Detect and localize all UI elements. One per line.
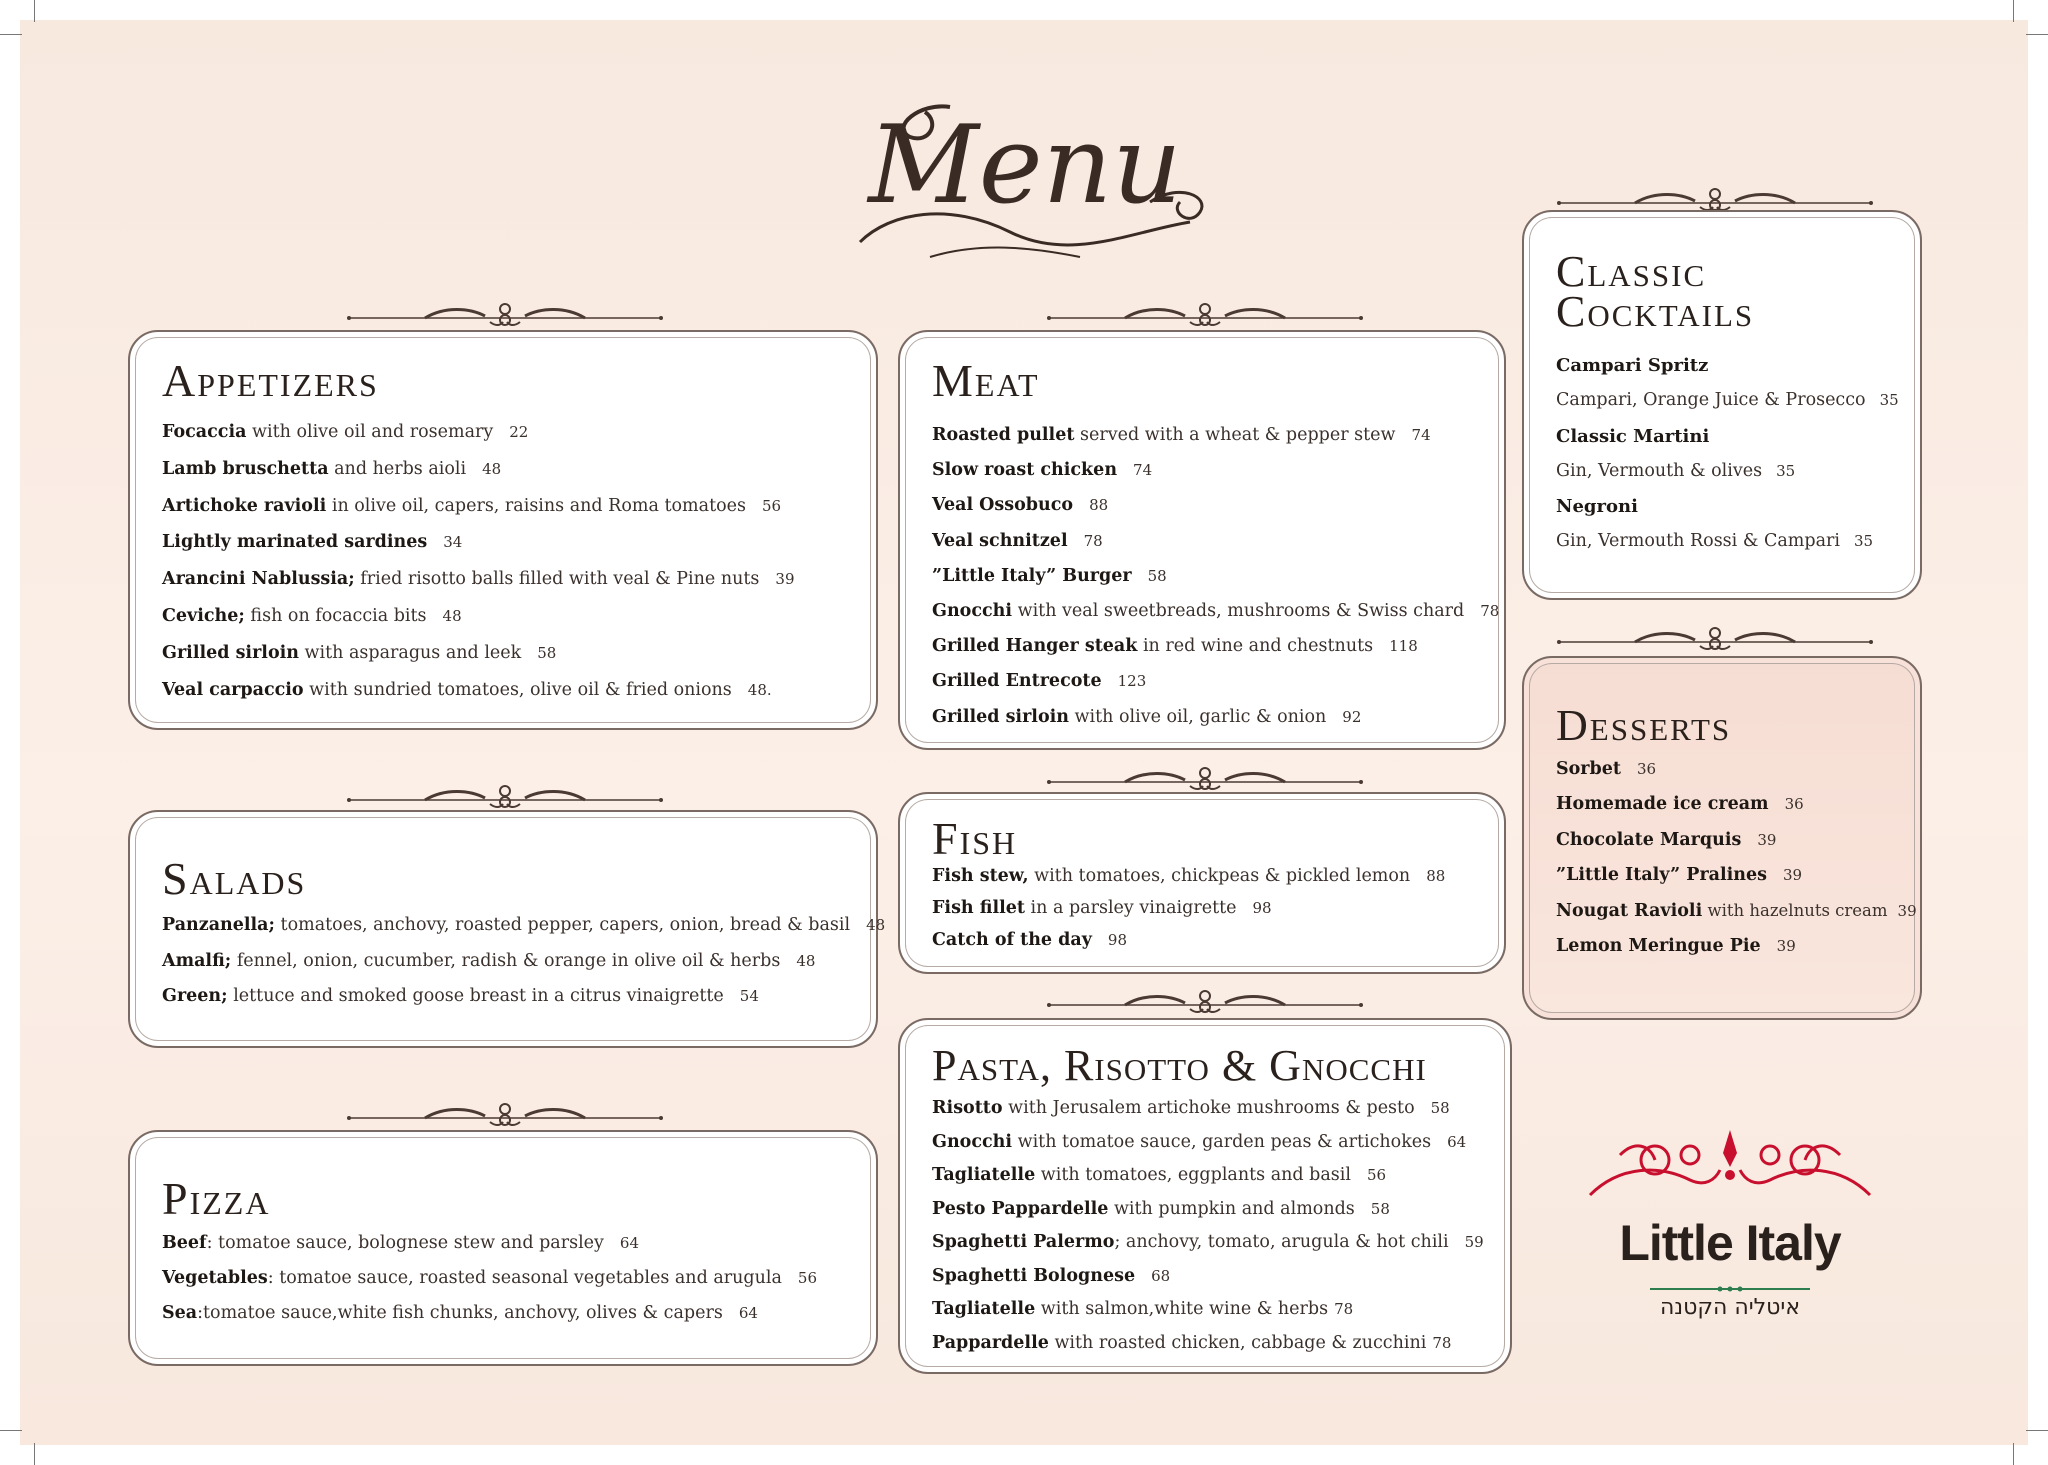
flourish-ornament [345,782,665,810]
item-price: 88 [1089,496,1109,515]
crop-mark [2026,1430,2048,1431]
item-price: 39 [1776,937,1796,956]
item-price: 118 [1389,637,1418,656]
list-item [932,1260,1484,1294]
brand-name: Little Italy [1619,1215,1841,1271]
item-price: 36 [1636,760,1657,778]
cocktails-panel [1522,210,1922,600]
list-item [932,1327,1484,1361]
list-item [932,1293,1484,1327]
meat-heading: Meat [932,355,1040,406]
flourish-ornament [345,1100,665,1128]
item-name: Tagliatelle [932,1165,1036,1185]
list-item [932,1159,1484,1193]
item-name: ”Little Italy” Burger [932,565,1132,586]
item-name: Grilled Hanger steak [932,636,1138,657]
cocktail-name: Campari Spritz [1556,355,1709,376]
salads-heading: Salads [162,853,307,904]
item-description: with tomatoes, eggplants and basil [1035,1165,1351,1185]
crop-mark [2013,1443,2014,1465]
pasta-heading: Pasta, Risotto & Gnocchi [932,1041,1427,1090]
item-description: with Jerusalem artichoke mushrooms & pesto [1002,1098,1415,1118]
list-item [162,414,795,451]
list-item [932,488,1499,523]
appetizers-heading: Appetizers [162,355,379,406]
item-name: Arancini Nablussia; [162,569,355,590]
item-price: 48 [866,916,886,934]
item-description: tomatoes, anchovy, roasted pepper, capers, onion, bread & basil [274,915,851,935]
item-name: Amalfi; [162,950,232,971]
list-item [1556,893,1917,929]
item-price: 78 [1083,531,1103,550]
crop-mark [34,1443,35,1465]
item-description: with olive oil and rosemary [246,422,494,442]
list-item [1556,752,1917,787]
item-description: : tomatoe sauce, bolognese stew and parsley [206,1233,604,1253]
cocktails-heading [1556,247,1755,336]
list-item [162,635,795,672]
item-description: with roasted chicken, cabbage & zucchini [1048,1332,1427,1353]
list-item [162,979,885,1015]
item-name: Veal carpaccio [162,679,304,700]
item-price: 56 [797,1269,818,1287]
item-description: Campari, Orange Juice & Prosecco [1556,390,1866,411]
item-description: with hazelnuts cream [1702,901,1888,921]
item-description: with tomatoes, chickpeas & pickled lemon [1028,866,1411,886]
item-name: Sorbet [1556,759,1621,779]
item-name: Veal Ossobuco [932,495,1074,516]
item-name: Gnocchi [932,601,1013,622]
list-item [162,598,795,635]
item-price: 22 [509,423,529,441]
brand-divider [1650,1285,1810,1293]
item-price: 39 [1897,902,1917,921]
list-item [162,488,795,525]
item-name: Panzanella; [162,915,275,935]
list-item [932,524,1499,559]
list-item [162,1226,817,1261]
meat-list [932,418,1499,735]
item-price: 74 [1411,426,1431,444]
item-name: Fish fillet [932,898,1025,918]
list-item [932,594,1499,629]
item-price: 123 [1117,672,1147,691]
flourish-ornament [1555,185,1875,213]
list-item [932,1226,1484,1260]
list-item [932,559,1499,594]
item-description: in olive oil, capers, raisins and Roma tomatoes [326,495,746,516]
item-name: Veal schnitzel [932,530,1068,551]
pizza-list [162,1226,817,1331]
item-price: 64 [738,1304,758,1322]
item-description: fish on focaccia bits [244,605,427,626]
item-name: Lemon Meringue Pie [1556,936,1761,957]
item-name: Gnocchi [932,1131,1013,1152]
item-price: 48 [442,606,462,625]
item-price: 58 [1370,1199,1390,1218]
meat-panel [898,330,1506,750]
item-name: Vegetables [162,1268,268,1288]
item-description: with asparagus and leek [298,642,522,663]
list-item [162,672,795,709]
list-item [162,561,795,598]
cocktail-description [1556,454,1899,489]
list-item [932,1193,1484,1227]
item-description: with sundried tomatoes, olive oil & fried onions [303,679,732,700]
item-price: 58 [537,643,557,662]
item-name: Tagliatelle [932,1299,1036,1319]
item-price: 88 [1426,867,1446,885]
item-name: Grilled Entrecote [932,671,1102,692]
item-price: 35 [1776,461,1796,480]
item-price: 98 [1252,899,1272,917]
item-name: Nougat Ravioli [1556,901,1703,922]
list-item [162,451,795,488]
item-price: 35 [1853,532,1874,551]
item-name: Sea [162,1303,198,1323]
cocktail-description [1556,524,1899,559]
item-name: Green; [162,986,228,1006]
crop-mark [34,0,35,22]
item-price: 74 [1133,461,1153,480]
item-name: Chocolate Marquis [1556,829,1742,850]
menu-title-logo [830,82,1230,272]
item-description: : tomatoe sauce, roasted seasonal vegetables and arugula [267,1268,782,1288]
item-description: fennel, onion, cucumber, radish & orange in olive oil & herbs [231,950,781,971]
item-name: Homemade ice cream [1556,794,1769,815]
item-name: Artichoke ravioli [162,495,327,516]
list-item [932,924,1445,956]
item-name: Catch of the day [932,930,1092,950]
item-price: 48 [482,459,502,478]
item-description: served with a wheat & pepper stew [1074,425,1396,445]
item-description: in red wine and chestnuts [1137,636,1374,657]
item-price: 56 [1366,1166,1387,1184]
item-name: Focaccia [162,422,247,442]
flourish-ornament [1045,764,1365,792]
pasta-panel [898,1018,1512,1374]
item-price: 54 [739,987,759,1005]
item-name: Grilled sirloin [162,642,299,663]
item-description: Gin, Vermouth Rossi & Campari [1556,531,1840,552]
item-name: Slow roast chicken [932,460,1118,481]
item-price: 56 [762,496,782,515]
item-name: Ceviche; [162,605,245,626]
item-price: 34 [443,533,463,552]
item-description: with pumpkin and almonds [1108,1198,1355,1219]
list-item [162,1296,817,1331]
item-price: 92 [1342,707,1362,726]
list-item [162,908,885,944]
brand-hebrew-name: איטליה הקטנה [1659,1295,1801,1320]
item-description: with tomatoe sauce, garden peas & artichokes [1012,1131,1432,1152]
item-name: Lamb bruschetta [162,458,329,479]
item-price: 39 [775,570,795,589]
list-item [162,1261,817,1296]
item-name: Risotto [932,1098,1003,1118]
item-description: fried risotto balls filled with veal & Pine nuts [354,569,760,590]
list-item [932,860,1445,892]
item-name: Pesto Pappardelle [932,1198,1109,1219]
crop-mark [0,34,22,35]
list-item [1556,929,1917,964]
cocktails-heading-line2: Cocktails [1556,287,1755,336]
item-description: and herbs aioli [328,458,467,479]
item-price: 68 [1151,1266,1171,1285]
item-description: with salmon,white wine & herbs [1035,1299,1329,1319]
item-name: Spaghetti Palermo [932,1232,1115,1252]
item-price: 36 [1784,795,1804,814]
list-item [932,453,1499,488]
crop-mark [0,1430,22,1431]
item-description: :tomatoe sauce,white fish chunks, anchovy, olives & capers [197,1303,723,1323]
item-description: in a parsley vinaigrette [1024,898,1237,918]
list-item [932,892,1445,924]
item-description: with veal sweetbreads, mushrooms & Swiss chard [1012,601,1465,622]
item-name: Roasted pullet [932,425,1075,445]
item-name: Grilled sirloin [932,706,1069,727]
cocktail-name: Classic Martini [1556,425,1710,447]
item-price: 39 [1783,865,1803,884]
desserts-panel [1522,656,1922,1020]
little-italy-flourish-logo [1580,1125,1880,1205]
item-name: Fish stew, [932,866,1029,886]
item-price: 78 [1432,1333,1452,1352]
item-name: ”Little Italy” Pralines [1556,864,1768,885]
flourish-ornament [345,300,665,328]
item-price: 64 [1447,1132,1467,1151]
item-name: Pappardelle [932,1332,1049,1353]
item-price: 35 [1879,391,1899,410]
fish-panel [898,792,1506,974]
item-price: 59 [1464,1233,1484,1251]
fish-heading: Fish [932,813,1018,864]
appetizers-panel [128,330,878,730]
item-name: Lightly marinated sardines [162,532,428,553]
flourish-ornament [1045,300,1365,328]
item-price: 58 [1430,1099,1450,1117]
item-price: 39 [1757,830,1777,849]
item-price: 64 [619,1234,640,1252]
cocktail-description [1556,383,1899,418]
pizza-panel [128,1130,878,1366]
flourish-ornament [1045,987,1365,1015]
list-item [932,1092,1484,1126]
item-description: Gin, Vermouth & olives [1556,460,1763,481]
list-item [162,524,795,561]
item-price: 58 [1147,566,1167,585]
cocktails-heading-line1: Classic [1556,247,1707,296]
item-name: Beef [162,1233,207,1253]
pasta-list [932,1092,1484,1360]
salads-panel [128,810,886,1048]
menu-title: Menu [868,103,1182,228]
appetizers-list [162,414,795,708]
item-price: 98 [1107,931,1127,949]
salads-list [162,908,885,1015]
item-name: Spaghetti Bolognese [932,1265,1136,1286]
list-item [932,418,1499,453]
list-item [162,944,885,980]
list-item [932,1126,1484,1160]
list-item [1556,858,1917,893]
pizza-heading: Pizza [162,1173,271,1224]
list-item [1556,787,1917,822]
cocktail-name: Negroni [1556,496,1638,518]
list-item [932,700,1499,735]
item-description: ; anchovy, tomato, arugula & hot chili [1114,1232,1449,1252]
list-item [932,664,1499,699]
desserts-list [1556,752,1917,965]
item-price: 78 [1334,1300,1354,1318]
fish-list [932,860,1445,956]
list-item [1556,823,1917,858]
crop-mark [2026,34,2048,35]
list-item [932,629,1499,664]
item-price: 48. [747,680,772,699]
desserts-heading: Desserts [1556,701,1732,750]
item-description: lettuce and smoked goose breast in a citrus vinaigrette [227,986,724,1006]
item-price: 78 [1480,602,1500,621]
cocktails-list [1556,348,1899,560]
item-price: 48 [796,951,816,970]
flourish-ornament [1555,624,1875,652]
item-description: with olive oil, garlic & onion [1068,706,1327,727]
crop-mark [2013,0,2014,22]
